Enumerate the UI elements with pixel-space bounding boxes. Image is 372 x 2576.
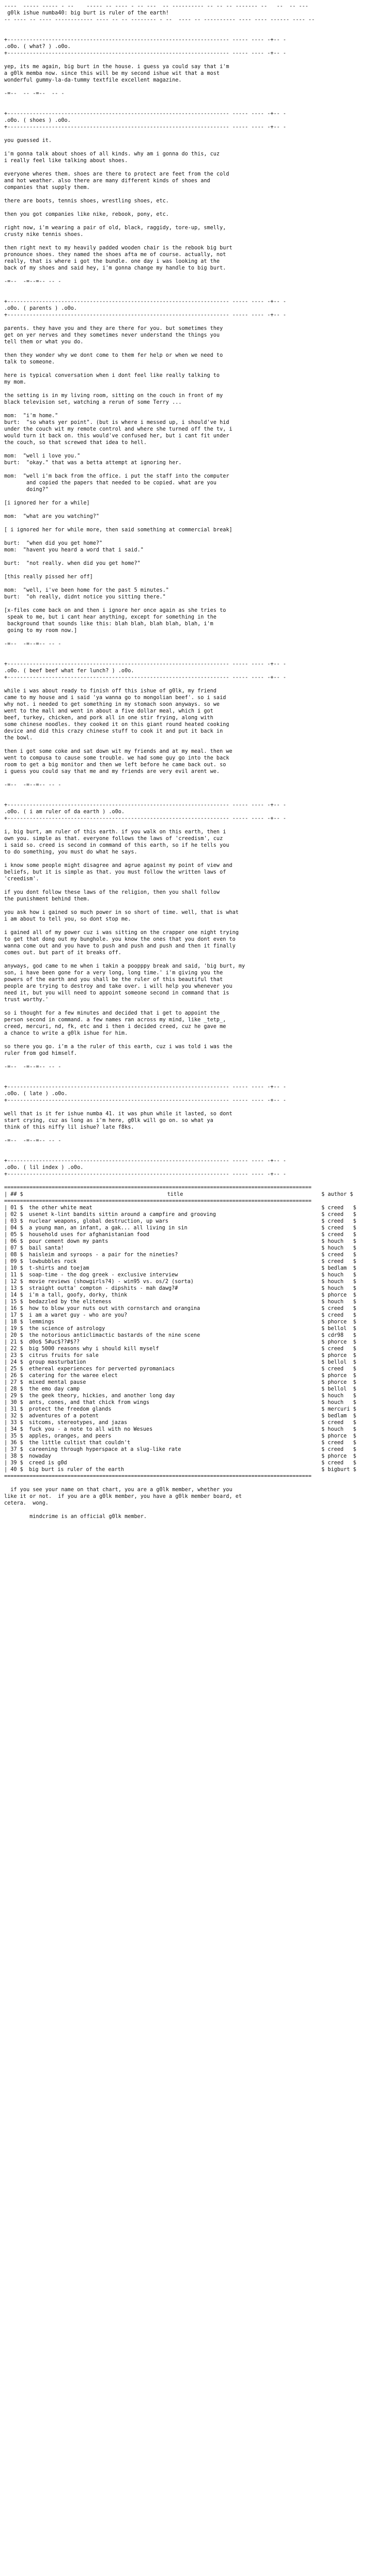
index-cell-title: bedazzled by the eliteness — [29, 1299, 112, 1305]
section-paragraph: [i ignored her for a while] — [4, 500, 90, 506]
index-cell-title: creed is g0d — [29, 1460, 67, 1466]
index-cell-author: $ bedlam $ — [321, 1413, 357, 1419]
index-header-num: | ## $ — [4, 1192, 23, 1197]
index-row — [4, 1299, 368, 1305]
index-cell-title: group masturbation — [29, 1360, 86, 1365]
index-cell-title: household uses for afghanistanian food — [29, 1232, 150, 1238]
index-cell-title: mixed mental pause — [29, 1380, 86, 1385]
index-cell-num: | 07 $ — [4, 1245, 23, 1251]
index-cell-num: | 40 $ — [4, 1467, 23, 1473]
spacer — [4, 647, 368, 661]
index-row — [4, 1399, 368, 1406]
spacer — [4, 285, 368, 298]
index-row — [4, 1339, 368, 1346]
index-cell-num: | 11 $ — [4, 1272, 23, 1278]
index-cell-title: the notorious anticlimactic bastards of the nine scene — [29, 1333, 200, 1338]
banner-title: g0lk ishue numba40: big burt is ruler of the earth! — [4, 10, 169, 16]
index-cell-title: the science of astrology — [29, 1326, 105, 1332]
index-cell-title: straight outta' compton - dipshits - mah dawg?# — [29, 1286, 178, 1291]
section-closing-rule: -=-- -=--=-- -- - — [4, 641, 61, 647]
index-cell-num: | 29 $ — [4, 1393, 23, 1399]
index-row — [4, 1466, 368, 1473]
index-cell-title: nowaday — [29, 1453, 51, 1459]
index-cell-num: | 15 $ — [4, 1299, 23, 1305]
index-cell-author: $ houch $ — [321, 1239, 357, 1244]
index-cell-title: a young man, an infant, a gak... all living in sin — [29, 1225, 188, 1231]
index-cell-num: | 10 $ — [4, 1266, 23, 1271]
section-closing-rule: -=-- -=--=-- -- - — [4, 1138, 61, 1144]
index-cell-author: $ creed $ — [321, 1440, 357, 1446]
index-cell-author: $ houch $ — [321, 1393, 357, 1399]
index-cell-num: | 18 $ — [4, 1319, 23, 1325]
section-paragraph: if you dont follow these laws of the religion, then you shall follow the punishment behind them. — [4, 890, 220, 902]
footer-paragraph: if you see your name on that chart, you are a g0lk member, whether you like it or not. if you are a g0lk member, you have a g0lk member board, et cetera. wong. — [4, 1487, 242, 1506]
index-cell-author: $ houch $ — [321, 1272, 357, 1278]
index-row — [4, 1231, 368, 1238]
spacer — [4, 23, 368, 37]
index-cell-num: | 39 $ — [4, 1460, 23, 1466]
index-cell-author: $ houch $ — [321, 1299, 357, 1305]
index-row — [4, 1292, 368, 1299]
section-rule-top: +---------------------------------------------------------------------- ----- ---- -+-- - — [4, 111, 286, 117]
index-row — [4, 1305, 368, 1312]
section-rule-bottom: +---------------------------------------------------------------------- ----- ---- -+-- - — [4, 816, 286, 821]
section-paragraph: burt: "when did you get home?" mom: "havent you heard a word that i said." — [4, 541, 144, 553]
index-rule-bottom: ================================================================================================= — [4, 1474, 312, 1479]
index-row — [4, 1319, 368, 1325]
index-cell-title: the other white meat — [29, 1205, 92, 1211]
section-paragraph: everyone wheres them. shoes are there to protect are feet from the cold and hot weather. also there are many different kinds of shoes and companies that supply them. — [4, 171, 229, 191]
index-cell-num: | 36 $ — [4, 1440, 23, 1446]
section-paragraph: i know some people might disagree and agrue against my point of view and beliefs, but it is simple as that. you must follow the written laws of 'creedism'. — [4, 863, 233, 882]
section-paragraph: here is typical conversation when i dont feel like really talking to my mom. — [4, 373, 220, 385]
index-row — [4, 1413, 368, 1419]
index-cell-author: $ houch $ — [321, 1245, 357, 1251]
index-cell-author: $ houch $ — [321, 1279, 357, 1285]
index-cell-author: $ creed $ — [321, 1219, 357, 1224]
section-paragraph: mom: "well i'm back from the office. i put the staff into the computer and copied the papers that needed to be copied. what are you doing?" — [4, 473, 229, 493]
index-cell-num: | 19 $ — [4, 1326, 23, 1332]
section-paragraph: [this really pissed her off] — [4, 574, 93, 580]
index-cell-num: | 37 $ — [4, 1447, 23, 1452]
banner — [4, 3, 368, 23]
index-cell-num: | 35 $ — [4, 1433, 23, 1439]
section-rule-top: +---------------------------------------------------------------------- ----- ---- -+-- - — [4, 299, 286, 305]
section-paragraph: then i got some coke and sat down wit my friends and at my meal. then we went to compusa to cause some trouble. we had some guy go into the back room to get a big monitor and then we left before he came back out. so i guess you could say that me and my friends are very evil arent we. — [4, 749, 233, 775]
index-cell-num: | 25 $ — [4, 1366, 23, 1372]
index-row — [4, 1372, 368, 1379]
index-row — [4, 1379, 368, 1386]
index-cell-author: $ houch $ — [321, 1400, 357, 1405]
section-paragraph: mom: "well i love you." burt: "okay." that was a betta attempt at ignoring her. — [4, 453, 182, 466]
article-section — [4, 1070, 368, 1144]
index-cell-author: $ creed $ — [321, 1306, 357, 1311]
index-row — [4, 1419, 368, 1426]
section-paragraph: then right next to my heavily padded wooden chair is the rebook big burt pronounce shoes. they named the shoes afta me of course. actually, not really, that is where i got the bundle. one day i was looking at the back of my shoes and said hey, i'm gonna change my handle to big burt. — [4, 245, 233, 271]
spacer — [4, 1104, 368, 1111]
index-cell-title: t-shirts and toejam — [29, 1266, 89, 1271]
spacer — [4, 681, 368, 688]
index-cell-author: $ creed $ — [321, 1366, 357, 1372]
section-closing-rule: -=-- -- -=-- -- - — [4, 91, 65, 97]
spacer — [4, 131, 368, 137]
section-paragraph: mom: "what are you watching?" — [4, 514, 100, 519]
index-cell-num: | 16 $ — [4, 1306, 23, 1311]
spacer — [4, 1480, 368, 1487]
section-rule-bottom: +---------------------------------------------------------------------- ----- ---- -+-- - — [4, 124, 286, 130]
section-closing-rule: -=-- -=--=-- -- - — [4, 1064, 61, 1070]
index-cell-author: $ phorce $ — [321, 1339, 357, 1345]
index-row — [4, 1332, 368, 1339]
index-cell-num: | 17 $ — [4, 1313, 23, 1318]
section-rule-bottom: +---------------------------------------------------------------------- ----- ---- -+-- - — [4, 1098, 286, 1103]
index-cell-num: | 13 $ — [4, 1286, 23, 1291]
section-rule-bottom: +---------------------------------------------------------------------- ----- ---- -+-- - — [4, 1172, 286, 1177]
index-rule-top: ================================================================================================= — [4, 1185, 312, 1191]
article-section — [4, 788, 368, 1070]
index-cell-author: $ creed $ — [321, 1205, 357, 1211]
index-row — [4, 1285, 368, 1292]
section-paragraph: you ask how i gained so much power in so short of time. well, that is what i am about to tell you, so dont stop me. — [4, 910, 239, 922]
index-cell-author: $ bedlam $ — [321, 1266, 357, 1271]
index-cell-num: | 27 $ — [4, 1380, 23, 1385]
index-cell-title: haisleim and syroops - a pair for the nineties? — [29, 1252, 178, 1258]
index-row — [4, 1440, 368, 1446]
banner-rule-bottom: -- ---- -- ---- ------------ ---- -- -- -------- - -- ---- -- ---------- ---- ---- ------ ---- -- — [4, 17, 315, 23]
index-cell-author: $ phorce $ — [321, 1353, 357, 1358]
index-cell-author: $ creed $ — [321, 1460, 357, 1466]
section-paragraph: burt: "not really. when did you get home?" — [4, 561, 141, 566]
index-cell-title: fuck you - a note to all with no Wesues — [29, 1427, 153, 1432]
spacer — [4, 97, 368, 110]
index-cell-author: $ phorce $ — [321, 1380, 357, 1385]
index-cell-num: | 30 $ — [4, 1400, 23, 1405]
index-row — [4, 1312, 368, 1319]
index-row — [4, 1386, 368, 1393]
index-cell-author: $ bellol $ — [321, 1386, 357, 1392]
section-paragraph: while i was about ready to finish off this ishue of g0lk, my friend came to my house and i said 'ya wanna go to mongolian beef'. so i said why not. i needed to get something in my stomach soon anyways. so we went to the mall and went in about a five dollar meal, which i got beef, turkey, chicken, and pork all in one stir frying, along with some chinese noodles. they cooked it on this giant round heated cooking device and did this crazy chinese stuff to cook it and put it back in the bowl. — [4, 688, 229, 741]
index-rows — [4, 1205, 368, 1473]
index-cell-author: $ phorce $ — [321, 1373, 357, 1379]
index-cell-title: bail santa! — [29, 1245, 64, 1251]
index-cell-title: ants, cones, and that chick from wings — [29, 1400, 150, 1405]
index-cell-num: | 22 $ — [4, 1346, 23, 1352]
section-paragraph: yep, its me again, big burt in the house. i guess ya could say that i'm a g0lk memba now. since this will be my second ishue wit that a most wonderful gummy-la-da-tummy textfile excellent magazine. — [4, 64, 229, 83]
section-paragraph: then they wonder why we dont come to them fer help or when we need to talk to someone. — [4, 353, 223, 365]
index-cell-author: $ creed $ — [321, 1447, 357, 1452]
index-cell-num: | 06 $ — [4, 1239, 23, 1244]
index-cell-title: lowbubbles rock — [29, 1259, 77, 1265]
article-sections — [4, 23, 368, 1178]
index-cell-author: $ mercuri $ — [321, 1406, 357, 1412]
index-cell-title: protect the freedom glands — [29, 1406, 112, 1412]
index-row — [4, 1278, 368, 1285]
section-paragraph: [x-files come back on and then i ignore her once again as she tries to speak to me, but i cant hear anything, except for something in the background that sounds like this: blah blah, blah blah, blah, i'm going to my room now.] — [4, 608, 226, 634]
spacer — [4, 1070, 368, 1084]
section-heading: .o0o. ( beef beef what fer lunch? ) .o0o. — [4, 668, 134, 674]
section-rule-top: +---------------------------------------------------------------------- ----- ---- -+-- - — [4, 1158, 286, 1164]
index-cell-author: $ houch $ — [321, 1286, 357, 1291]
spacer — [4, 1144, 368, 1158]
article-section — [4, 647, 368, 788]
section-closing-rule: -=-- -=--=-- -- - — [4, 279, 61, 285]
index-cell-title: adventures of a potent — [29, 1413, 99, 1419]
index-row — [4, 1238, 368, 1245]
article-section — [4, 1144, 368, 1178]
section-paragraph: well that is it fer ishue numba 41. it was phun while it lasted, so dont start crying, cuz as long as i'm here, g0lk will go on. so what ya think of this niffy lil ishue? late f8ks. — [4, 1111, 233, 1130]
index-table — [4, 1184, 368, 1480]
section-heading: .o0o. ( late ) .o0o. — [4, 1091, 68, 1097]
index-cell-title: usenet k-lint bandits sittin around a campfire and grooving — [29, 1212, 216, 1218]
index-row — [4, 1446, 368, 1453]
index-cell-author: $ phorce $ — [321, 1433, 357, 1439]
index-row — [4, 1406, 368, 1413]
index-cell-num: | 34 $ — [4, 1427, 23, 1432]
index-cell-title: careening through hyperspace at a slug-like rate — [29, 1447, 181, 1452]
section-paragraph: i'm gonna talk about shoes of all kinds. why am i gonna do this, cuz i really feel like talking about shoes. — [4, 151, 220, 164]
index-cell-num: | 09 $ — [4, 1259, 23, 1265]
index-cell-title: big burt is ruler of the earth — [29, 1467, 125, 1473]
index-row — [4, 1433, 368, 1440]
index-cell-title: citrus fruits for sale — [29, 1353, 99, 1358]
index-row — [4, 1245, 368, 1252]
section-heading: .o0o. ( shoes ) .o0o. — [4, 118, 71, 123]
section-paragraph: right now, i'm wearing a pair of old, black, raggidy, tore-up, smelly, crusty nike tennis shoes. — [4, 225, 226, 238]
index-header-author: $ author $ — [321, 1192, 353, 1197]
section-paragraph: you guessed it. — [4, 138, 52, 144]
section-paragraph: i, big burt, am ruler of this earth. if you walk on this earth, then i own you. simple as that. everyone follows the laws of 'creedism', cuz i said so. creed is second in command of this earth, so if he tells you to do something, you must do what he says. — [4, 829, 229, 855]
index-row — [4, 1325, 368, 1332]
index-row — [4, 1366, 368, 1372]
index-row — [4, 1352, 368, 1359]
article-section — [4, 23, 368, 97]
index-cell-title: catering for the waree elect — [29, 1373, 118, 1379]
index-row — [4, 1359, 368, 1366]
section-paragraph: there are boots, tennis shoes, wrestling shoes, etc. — [4, 198, 169, 204]
index-row — [4, 1252, 368, 1258]
banner-rule-top: ---- ----- ----- - -- ----- -- ---- - -- --- -- ---------- -- -- -- ------- -- -- -- --- — [4, 4, 308, 9]
section-paragraph: i gained all of my power cuz i was sitting on the crapper one night trying to get that dong out my bunghole. you know the ones that you dont even to wanna come out and you have to push and push and push and then it finally comes out. but part of it breaks off. — [4, 930, 239, 956]
index-cell-author: $ creed $ — [321, 1232, 357, 1238]
spacer — [4, 788, 368, 802]
index-cell-num: | 21 $ — [4, 1339, 23, 1345]
section-paragraph: the setting is in my living room, sitting on the couch in front of my black television set, watching a rerun of some Terry ... — [4, 393, 223, 405]
section-paragraph: so there you go. i'm a the ruler of this earth, cuz i was told i was the ruler from god himself. — [4, 1044, 233, 1056]
index-cell-author: $ creed $ — [321, 1252, 357, 1258]
index-cell-title: movie reviews (showgirls?4) - win95 vs. os/2 (sorta) — [29, 1279, 194, 1285]
index-row — [4, 1393, 368, 1399]
index-row — [4, 1346, 368, 1352]
index-cell-author: $ bellol $ — [321, 1326, 357, 1332]
index-cell-num: | 12 $ — [4, 1279, 23, 1285]
index-cell-author: $ cdr98 $ — [321, 1333, 357, 1338]
index-cell-title: the geek theory, hickies, and another long day — [29, 1393, 175, 1399]
section-rule-top: +---------------------------------------------------------------------- ----- ---- -+-- - — [4, 802, 286, 808]
spacer — [4, 822, 368, 829]
section-closing-rule: -=-- -=--=-- -- - — [4, 782, 61, 788]
index-cell-title: i am a waret guy - who are you? — [29, 1313, 128, 1318]
index-cell-num: | 04 $ — [4, 1225, 23, 1231]
spacer — [4, 57, 368, 64]
index-row — [4, 1272, 368, 1278]
section-paragraph: parents. they have you and they are there for you. but sometimes they get on yer nerves and they sometimes never understand the things you tell them or what you do. — [4, 326, 223, 345]
index-cell-author: $ creed $ — [321, 1346, 357, 1352]
index-cell-author: $ creed $ — [321, 1212, 357, 1218]
index-cell-num: | 38 $ — [4, 1453, 23, 1459]
index-header-title: title — [167, 1192, 183, 1197]
index-cell-title: ethereal experiences for perverted pyromaniacs — [29, 1366, 175, 1372]
index-cell-title: lemmings — [29, 1319, 55, 1325]
index-cell-title: the little cultist that couldn't — [29, 1440, 131, 1446]
index-cell-title: how to blow your nuts out with cornstarch and orangina — [29, 1306, 200, 1311]
index-cell-title: soap-time - the dog greek - exclusive interview — [29, 1272, 178, 1278]
section-paragraph: [ i ignored her for while more, then said something at commercial break] — [4, 527, 233, 533]
index-cell-author: $ creed $ — [321, 1313, 357, 1318]
index-row — [4, 1426, 368, 1433]
index-row — [4, 1258, 368, 1265]
section-rule-bottom: +---------------------------------------------------------------------- ----- ---- -+-- - — [4, 312, 286, 318]
article-section — [4, 97, 368, 285]
index-cell-author: $ phorce $ — [321, 1292, 357, 1298]
index-cell-num: | 03 $ — [4, 1219, 23, 1224]
index-cell-num: | 14 $ — [4, 1292, 23, 1298]
index-cell-num: | 28 $ — [4, 1386, 23, 1392]
spacer — [4, 1178, 368, 1184]
index-cell-num: | 01 $ — [4, 1205, 23, 1211]
index-cell-num: | 08 $ — [4, 1252, 23, 1258]
index-cell-num: | 33 $ — [4, 1420, 23, 1426]
index-cell-num: | 02 $ — [4, 1212, 23, 1218]
section-heading: .o0o. ( i am ruler of da earth ) .o0o. — [4, 809, 125, 815]
section-paragraph: mom: "i'm home." burt: "so whats yer point". (but is where i messed up, i should've hid under the couch wit my remote control and where she turned off the tv, i would turn it back on. this would've confused her, but i cant fit under the couch, so that screwed that idea to hell. — [4, 413, 233, 446]
index-cell-title: the emo day camp — [29, 1386, 80, 1392]
index-row — [4, 1211, 368, 1218]
index-row — [4, 1225, 368, 1231]
section-rule-bottom: +---------------------------------------------------------------------- ----- ---- -+-- - — [4, 675, 286, 681]
index-cell-author: $ phorce $ — [321, 1453, 357, 1459]
index-cell-title: d0o$ 5#uc$??#$?? — [29, 1339, 80, 1345]
index-cell-title: apples, oranges, and peers — [29, 1433, 112, 1439]
index-rule-mid: ================================================================================================= — [4, 1198, 312, 1204]
index-cell-num: | 24 $ — [4, 1360, 23, 1365]
index-cell-author: $ phorce $ — [321, 1319, 357, 1325]
index-header-row — [4, 1191, 368, 1198]
spacer — [4, 319, 368, 325]
index-cell-title: big 5000 reasons why i should kill myself — [29, 1346, 159, 1352]
section-rule-top: +---------------------------------------------------------------------- ----- ---- -+-- - — [4, 1084, 286, 1090]
section-heading: .o0o. ( lil index ) .o0o. — [4, 1165, 84, 1171]
section-rule-top: +---------------------------------------------------------------------- ----- ---- -+-- - — [4, 37, 286, 43]
index-cell-author: $ bigburt $ — [321, 1467, 357, 1473]
index-cell-author: $ creed $ — [321, 1259, 357, 1265]
section-rule-bottom: +---------------------------------------------------------------------- ----- ---- -+-- - — [4, 51, 286, 56]
article-section — [4, 285, 368, 647]
index-cell-author: $ creed $ — [321, 1225, 357, 1231]
index-cell-author: $ bellol $ — [321, 1360, 357, 1365]
index-row — [4, 1205, 368, 1211]
index-row — [4, 1265, 368, 1272]
section-paragraph: mom: "well, i've been home for the past 5 minutes." burt: "oh really, didnt notice you sitting there." — [4, 588, 169, 600]
index-cell-num: | 26 $ — [4, 1373, 23, 1379]
index-cell-num: | 05 $ — [4, 1232, 23, 1238]
index-row — [4, 1453, 368, 1460]
section-rule-top: +---------------------------------------------------------------------- ----- ---- -+-- - — [4, 661, 286, 667]
index-cell-title: sitcoms, stereotypes, and jazas — [29, 1420, 128, 1426]
section-paragraph: then you got companies like nike, rebook, pony, etc. — [4, 212, 169, 217]
index-cell-num: | 20 $ — [4, 1333, 23, 1338]
index-cell-title: nuclear weapons, global destruction, up wars — [29, 1219, 168, 1224]
section-heading: .o0o. ( parents ) .o0o. — [4, 306, 78, 311]
index-cell-title: pour cement down my pants — [29, 1239, 109, 1244]
section-paragraph: so i thought for a few minutes and decided that i get to appoint the person second in command. a few names ran across my mind, like _tetp_, creed, mercuri, nd, fk, etc and i then i decided creed, cuz he gave me a chance to write a g0lk ishue for him. — [4, 1010, 226, 1036]
index-cell-title: i'm a tall, goofy, dorky, think — [29, 1292, 128, 1298]
index-cell-author: $ houch $ — [321, 1427, 357, 1432]
section-paragraph: anyways, god came to me when i takin a poopppy break and said, 'big burt, my son, i have been gone for a very long, long time.' i'm giving you the powers of the earth and you shall be the ruler of this beautiful that people are trying to destroy and take over. i will help you whenever you need it, but you will need to appoint someone second in command that is trust worthy.' — [4, 963, 245, 1003]
index-cell-num: | 31 $ — [4, 1406, 23, 1412]
section-heading: .o0o. ( what? ) .o0o. — [4, 44, 71, 50]
index-cell-num: | 23 $ — [4, 1353, 23, 1358]
index-row — [4, 1218, 368, 1225]
index-row — [4, 1460, 368, 1466]
index-cell-author: $ creed $ — [321, 1420, 357, 1426]
index-cell-num: | 32 $ — [4, 1413, 23, 1419]
footer-signoff: mindcrime is an official g0lk member. — [4, 1514, 147, 1520]
